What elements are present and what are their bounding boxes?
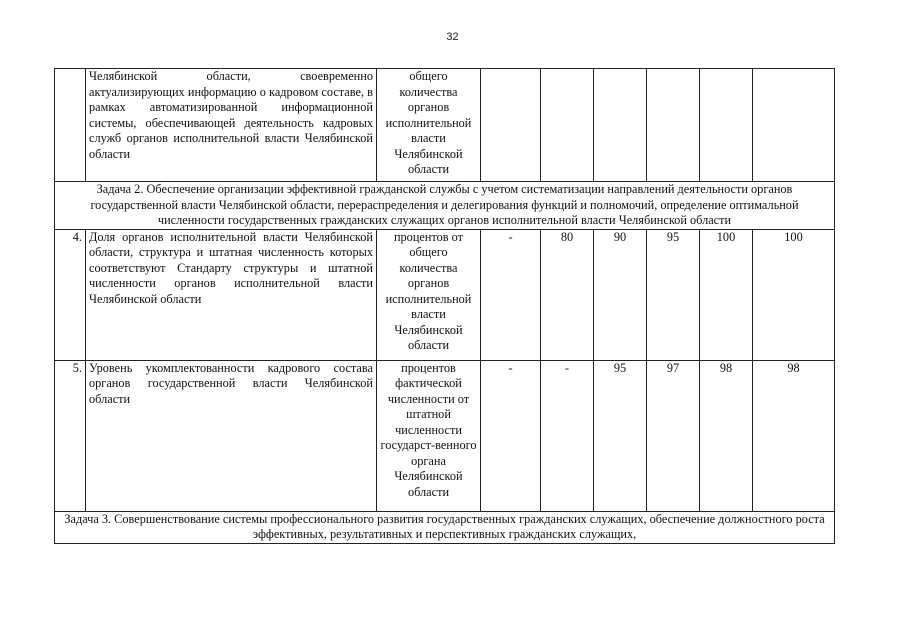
row-number bbox=[55, 69, 86, 182]
value-cell bbox=[541, 69, 594, 182]
value-cell: - bbox=[481, 229, 541, 360]
value-cell bbox=[594, 69, 647, 182]
value-cell: 80 bbox=[541, 229, 594, 360]
table-row bbox=[55, 229, 835, 360]
row-number: 4. bbox=[55, 229, 86, 360]
value-cell: 90 bbox=[594, 229, 647, 360]
value-cell: 98 bbox=[753, 360, 835, 511]
value-cell: 100 bbox=[700, 229, 753, 360]
value-cell: 97 bbox=[647, 360, 700, 511]
task-row bbox=[55, 182, 835, 230]
value-cell: 98 bbox=[700, 360, 753, 511]
value-cell bbox=[481, 69, 541, 182]
value-cell bbox=[700, 69, 753, 182]
indicator-name: Доля органов исполнительной власти Челябинской области, структура и штатная численность которых соответствуют Стандарту структуры и штатной численности органов исполнительной власти Челябинской области bbox=[86, 229, 377, 360]
task-3-text: Задача 3. Совершенствование системы профессионального развития государственных гражданских служащих, обеспечение должностного роста эффективных, результативных и перспективных гражданских служащих, bbox=[55, 511, 835, 543]
value-cell bbox=[647, 69, 700, 182]
value-cell: 95 bbox=[647, 229, 700, 360]
table-row bbox=[55, 69, 835, 182]
value-cell: - bbox=[541, 360, 594, 511]
value-cell: - bbox=[481, 360, 541, 511]
page-number: 32 bbox=[446, 31, 459, 43]
indicator-name: Уровень укомплектованности кадрового состава органов государственной власти Челябинской области bbox=[86, 360, 377, 511]
unit-of-measure: общего количества органов исполнительной власти Челябинской области bbox=[377, 69, 481, 182]
unit-of-measure: процентов фактической численности от штатной численности государст-венного органа Челябинской области bbox=[377, 360, 481, 511]
value-cell: 100 bbox=[753, 229, 835, 360]
indicator-name: Челябинской области, своевременно актуализирующих информацию о кадровом составе, в рамках автоматизированной информационной системы, обеспечивающей деятельность кадровых служб органов исполнительной власти Челябинской области bbox=[86, 69, 377, 182]
task-row bbox=[55, 511, 835, 543]
task-2-text: Задача 2. Обеспечение организации эффективной гражданской службы с учетом систематизации направлений деятельности органов государственной власти Челябинской области, перераспределения и делегирования функций и полномочий, определение оптимальной численности государственных гражданских служащих органов исполнительной власти Челябинской области bbox=[55, 182, 835, 230]
indicators-table bbox=[54, 68, 835, 544]
row-number: 5. bbox=[55, 360, 86, 511]
table-row bbox=[55, 360, 835, 511]
unit-of-measure: процентов от общего количества органов исполнительной власти Челябинской области bbox=[377, 229, 481, 360]
value-cell: 95 bbox=[594, 360, 647, 511]
value-cell bbox=[753, 69, 835, 182]
